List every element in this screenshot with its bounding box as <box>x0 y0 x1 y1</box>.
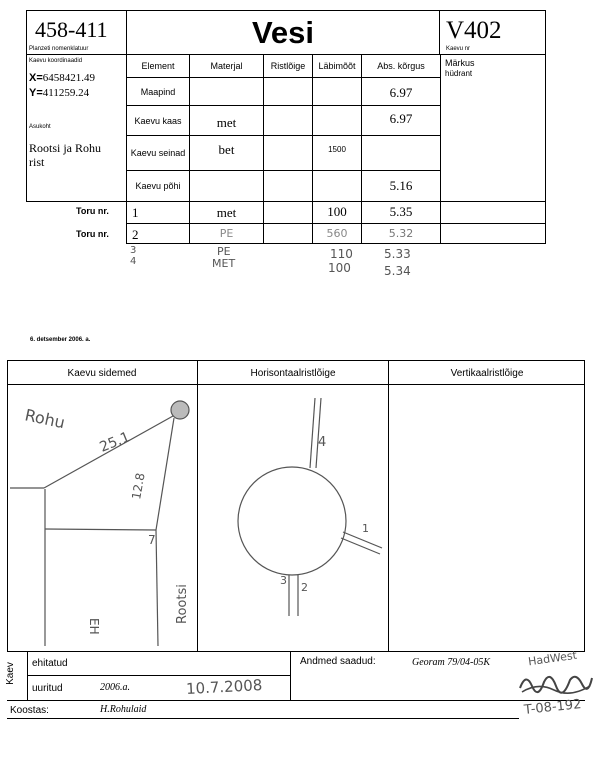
archive-code-handwritten: T-08-192 <box>523 697 583 718</box>
coord-x-value: 6458421.49 <box>42 72 96 84</box>
row-element: Kaevu põhi <box>126 170 190 202</box>
row-material: met <box>189 105 264 136</box>
row-material <box>189 77 264 106</box>
row-section <box>263 135 313 171</box>
pipe-label-2: 2 <box>301 581 308 594</box>
date-note: 6. detsember 2006. a. <box>30 337 91 343</box>
pipe-label-1: 1 <box>362 522 369 535</box>
address-caption: Asukoht <box>29 124 51 130</box>
row-element: Kaevu seinad <box>126 135 190 171</box>
coord-y <box>29 87 89 99</box>
footer-last-line <box>7 718 519 719</box>
title-box <box>126 10 440 55</box>
row-height: 5.16 <box>361 170 441 202</box>
data-source-handwritten: HadWest <box>527 648 578 669</box>
building-label-eh: EH <box>87 618 101 635</box>
row-material <box>189 170 264 202</box>
col-header-diameter: Läbimõõt <box>312 54 362 78</box>
pipe-label-3: 3 <box>280 574 287 587</box>
row-diameter <box>312 105 362 136</box>
well-id-box <box>439 10 546 55</box>
hand-pipe-material: MET <box>212 257 236 270</box>
row-material: bet <box>189 135 264 171</box>
length-label-2: 12.8 <box>129 471 148 501</box>
row-height: 6.97 <box>361 77 441 106</box>
row-section <box>263 105 313 136</box>
sheet-number-box <box>26 10 127 55</box>
col-header-element: Element <box>126 54 190 78</box>
surveyed-value: 2006.a. <box>100 682 130 693</box>
street-label-rohu: Rohu <box>23 405 67 433</box>
pipe-height: 5.35 <box>361 201 441 224</box>
address-line-2: rist <box>29 155 45 169</box>
hand-pipe-diameter: 100 <box>328 261 351 275</box>
coord-y-label: Y= <box>29 87 43 99</box>
pipe-nr: 2 <box>126 223 190 244</box>
pipe-section <box>263 223 313 244</box>
address-line-1: Rootsi ja Rohu <box>29 141 102 155</box>
built-label: ehitatud <box>32 658 68 669</box>
data-source-value: Georam 79/04-05K <box>412 657 491 668</box>
author-value: H.Rohulaid <box>100 704 147 715</box>
row-diameter: 1500 <box>312 135 362 171</box>
row-element: Maapind <box>126 77 190 106</box>
sketch-col-1-title: Kaevu sidemed <box>67 368 137 379</box>
horizontal-section-sketch <box>198 386 388 651</box>
col-header-remark: Märkus <box>445 58 475 68</box>
coord-x-label: X= <box>29 72 43 84</box>
pipe-remark <box>440 223 546 244</box>
coords-caption: Kaevu koordinaadid <box>29 58 83 64</box>
pipe-section <box>263 201 313 224</box>
footer-side-label: Kaev <box>4 662 16 685</box>
row-diameter <box>312 77 362 106</box>
well-symbol <box>171 401 189 419</box>
page-title: Vesi <box>251 15 315 50</box>
row-section <box>263 170 313 202</box>
hand-pipe-nr: 4 <box>130 256 137 267</box>
sketch-header-line <box>7 384 585 385</box>
row-element: Kaevu kaas <box>126 105 190 136</box>
pipe-material: PE <box>189 223 264 244</box>
row-section <box>263 77 313 106</box>
surveyed-handwritten: 10.7.2008 <box>185 676 263 698</box>
pipe-diameter: 560 <box>312 223 362 244</box>
footer-vertical-divider <box>290 651 291 701</box>
sketch-col-2-title: Horisontaalristlõige <box>250 368 336 379</box>
pipe-remark <box>440 201 546 224</box>
length-label-1: 25.1 <box>97 429 133 456</box>
pipe-label: Toru nr. <box>76 206 109 216</box>
col-header-height: Abs. kõrgus <box>361 54 441 78</box>
pipe-label-4: 4 <box>318 435 327 450</box>
col-header-material: Materjal <box>189 54 264 78</box>
pipe-nr: 1 <box>126 201 190 224</box>
location-box <box>26 54 127 202</box>
hand-pipe-nr: 3 <box>130 245 137 256</box>
length-label-7: 7 <box>148 533 156 547</box>
row-height: 6.97 <box>361 105 441 136</box>
pipe-diameter: 100 <box>312 201 362 224</box>
footer-bottom-line <box>7 700 585 701</box>
sketch-divider-2 <box>388 360 389 652</box>
sheet-caption: Planzeti nomenklatuur <box>29 46 89 52</box>
sketch-col-3-title: Vertikaalristlõige <box>450 368 524 379</box>
pipe-material: met <box>189 201 264 224</box>
footer-top-line <box>7 651 585 652</box>
coord-x <box>29 72 95 84</box>
sheet-number: 458-411 <box>35 17 108 42</box>
data-source-label: Andmed saadud: <box>300 656 376 667</box>
well-id-caption: Kaevu nr <box>446 46 471 52</box>
remark-value: hüdrant <box>445 69 473 78</box>
hand-pipe-height: 5.33 <box>384 247 411 261</box>
connections-sketch <box>8 386 196 651</box>
row-height <box>361 135 441 171</box>
hand-pipe-diameter: 110 <box>330 247 353 261</box>
surveyed-label: uuritud <box>32 683 63 694</box>
well-id: V402 <box>446 17 502 44</box>
signature-scribble <box>518 668 594 696</box>
remark-box <box>440 54 546 202</box>
author-label: Koostas: <box>10 705 49 716</box>
coord-y-value: 411259.24 <box>42 87 90 99</box>
hand-pipe-height: 5.34 <box>384 264 411 278</box>
col-header-section: Ristlõige <box>263 54 313 78</box>
pipe-label: Toru nr. <box>76 229 109 239</box>
pipe-height: 5.32 <box>361 223 441 244</box>
well-circle <box>238 467 346 575</box>
street-label-rootsi: Rootsi <box>175 584 190 624</box>
hand-pipe-material: PE <box>217 245 231 258</box>
row-diameter <box>312 170 362 202</box>
